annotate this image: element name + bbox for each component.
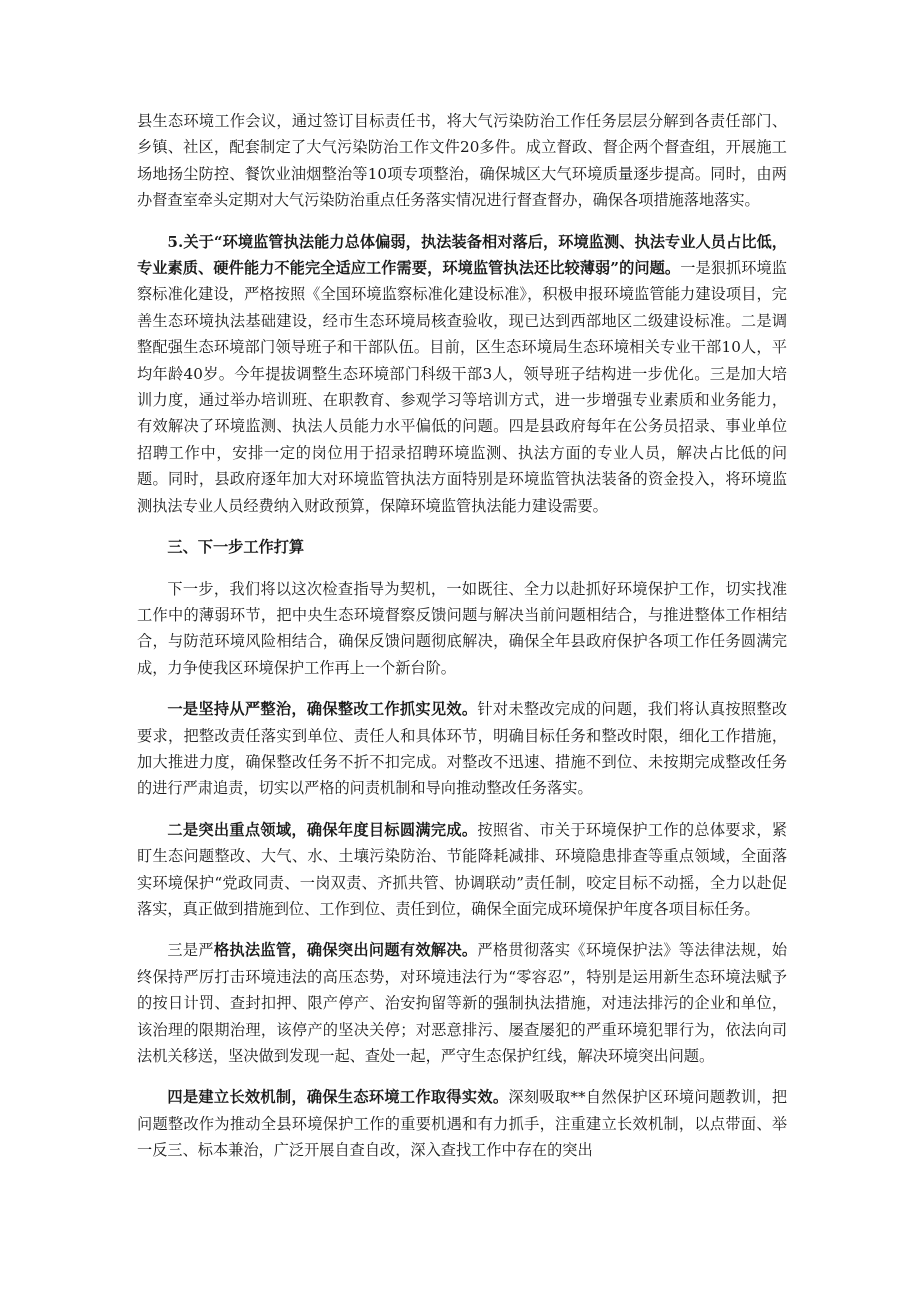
paragraph-text: 一是狠抓环境监察标准化建设，严格按照《全国环境监察标准化建设标准》，积极申报环境监管能力建设项目，完善生态环境执法基础建设，经市生态环境局核查验收，现已达到西部地区二级建设标准。二是调整配强生态环境部门领导班子和干部队伍。目前，区生态环境局生态环境相关专业干部10人，平均年龄40岁。今年提拔调整生态环境部门科级干部3人，领导班子结构进一步优化。三是加大培训力度，通过举办培训班、在职教育、参观学习等培训方式，进一步增强专业素质和业务能力，有效解决了环境监测、执法人员能力水平偏低的问题。四是县政府每年在公务员招录、事业单位招聘工作中，安排一定的岗位用于招录招聘环境监测、执法方面的专业人员，解决占比低的问题。同时，县政府逐年加大对环境监管执法方面特别是环境监管执法装备的资金投入，将环境监测执法专业人员经费纳入财政预算，保障环境监管执法能力建设需要。: [137, 259, 787, 515]
issue-heading: 5.关于“环境监管执法能力总体偏弱，执法装备相对落后，环境监测、执法专业人员占比低，专业素质、硬件能力不能完全适应工作需要，环境监管执法还比较薄弱”的问题。: [137, 232, 787, 278]
point-heading: 一是坚持从严整治，确保整改工作抓实见效。: [167, 700, 478, 719]
paragraph-long-term-mechanism: [137, 1084, 787, 1163]
document-page: [137, 108, 787, 1179]
point-heading: 二是突出重点领域，确保年度目标圆满完成。: [167, 820, 478, 839]
paragraph-air-pollution: [137, 108, 787, 214]
paragraph-enforcement-capacity: [137, 229, 787, 519]
section-heading-next-steps: 三、下一步工作打算: [167, 538, 305, 557]
paragraph-strict-rectification: [137, 696, 787, 802]
paragraph-text: 深刻吸取**自然保护区环境问题教训，把问题整改作为推动全县环境保护工作的重要机遇和有力抓手，注重建立长效机制，以点带面、举一反三、标本兼治，广泛开展自查自改，深入查找工作中存在的突出: [137, 1088, 788, 1160]
point-heading: 四是建立长效机制，确保生态环境工作取得实效。: [167, 1088, 509, 1107]
paragraph-law-enforcement: [137, 937, 787, 1069]
paragraph-text: 下一步，我们将以这次检查指导为契机，一如既往、全力以赴抓好环境保护工作，切实找准工作中的薄弱环节，把中央生态环境督察反馈问题与解决当前问题相结合，与推进整体工作相结合，与防范环境风险相结合，确保反馈问题彻底解决，确保全年县政府保护各项工作任务圆满完成，力争使我区环境保护工作再上一个新台阶。: [137, 579, 787, 677]
paragraph-text: 按照省、市关于环境保护工作的总体要求，紧盯生态问题整改、大气、水、土壤污染防治、节能降耗减排、环境隐患排查等重点领域，全面落实环境保护“党政同责、一岗双责、齐抓共管、协调联动”责任制，咬定目标不动摇，全力以赴促落实，真正做到措施到位、工作到位、责任到位，确保全面完成环境保护年度各项目标任务。: [137, 820, 788, 918]
point-lead: 三是严: [167, 941, 214, 960]
paragraph-text: 针对未整改完成的问题，我们将认真按照整改要求，把整改责任落实到单位、责任人和具体环节，明确目标任务和整改时限，细化工作措施，加大推进力度，确保整改任务不折不扣完成。对整改不迅速、措施不到位、未按期完成整改任务的进行严肃追责，切实以严格的问责机制和导向推动整改任务落实。: [137, 700, 788, 798]
paragraph-key-areas: [137, 817, 787, 923]
paragraph-next-steps-intro: [137, 576, 787, 682]
paragraph-text: 县生态环境工作会议，通过签订目标责任书，将大气污染防治工作任务层层分解到各责任部门、乡镇、社区，配套制定了大气污染防治工作文件20多件。成立督政、督企两个督查组，开展施工场地扬尘防控、餐饮业油烟整治等10项专项整治，确保城区大气环境质量逐步提高。同时，由两办督查室牵头定期对大气污染防治重点任务落实情况进行督查督办，确保各项措施落地落实。: [137, 112, 787, 210]
paragraph-text: 严格贯彻落实《环境保护法》等法律法规，始终保持严厉打击环境违法的高压态势，对环境违法行为“零容忍”，特别是运用新生态环境法赋予的按日计罚、查封扣押、限产停产、治安拘留等新的强制执法措施，对违法排污的企业和单位，该治理的限期治理，该停产的坚决关停；对恶意排污、屡查屡犯的严重环境犯罪行为，依法向司法机关移送，坚决做到发现一起、查处一起，严守生态保护红线，解决环境突出问题。: [137, 941, 788, 1065]
point-heading: 格执法监管，确保突出问题有效解决。: [213, 941, 478, 960]
